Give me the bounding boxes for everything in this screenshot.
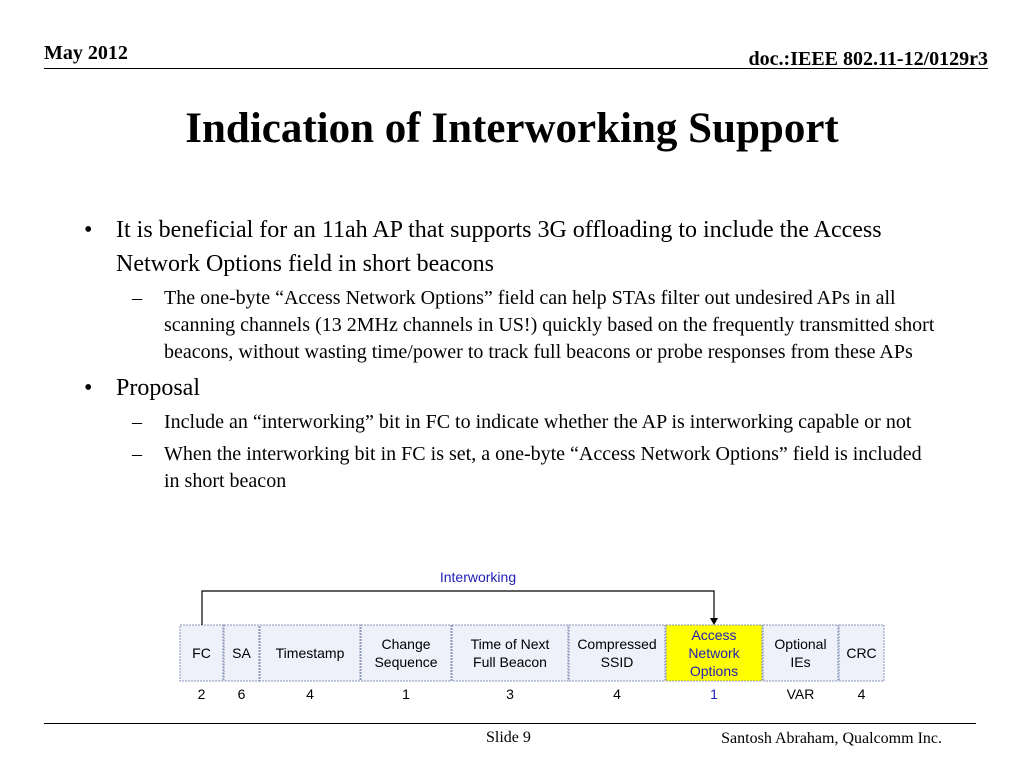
footer-rule — [44, 723, 976, 724]
frame-field-label: Optional — [774, 636, 827, 652]
frame-field-label: FC — [192, 645, 211, 661]
frame-field-box — [763, 625, 838, 681]
frame-field-label: Time of Next — [470, 636, 550, 652]
frame-field — [666, 625, 762, 681]
frame-field — [260, 625, 360, 681]
frame-field-box — [361, 625, 451, 681]
header-rule — [44, 68, 988, 69]
sub-bullet-2-1 — [76, 409, 936, 436]
frame-field-size: VAR — [786, 686, 815, 702]
frame-field-size: 4 — [857, 686, 866, 702]
sub-bullet-1-1 — [76, 285, 936, 366]
bullet-mark: • — [84, 217, 93, 243]
header-date: May 2012 — [44, 42, 128, 64]
frame-field-label: SA — [232, 645, 251, 661]
footer-author: Santosh Abraham, Qualcomm Inc. — [721, 730, 942, 747]
frame-field-label: Change — [381, 636, 431, 652]
slide-body — [76, 213, 936, 500]
interworking-arrow — [202, 591, 714, 625]
frame-field — [361, 625, 451, 681]
bullet-2 — [76, 371, 936, 405]
frame-field-label: Compressed — [577, 636, 657, 652]
frame-field-label: Full Beacon — [473, 654, 547, 670]
frame-field-size: 6 — [237, 686, 246, 702]
frame-field-label: Options — [689, 663, 739, 679]
frame-field-label: IEs — [790, 654, 811, 670]
frame-field — [763, 625, 838, 681]
frame-field-label: Network — [688, 645, 740, 661]
frame-field — [452, 625, 568, 681]
sub-bullet-2-1-text: Include an “interworking” bit in FC to indicate whether the AP is interworking capable or not — [164, 411, 912, 433]
frame-field-size: 1 — [402, 686, 410, 702]
frame-field-size: 4 — [613, 686, 621, 702]
frame-field-label: CRC — [846, 645, 877, 661]
slide-number: Slide 9 — [486, 729, 531, 746]
interworking-label: Interworking — [439, 569, 517, 585]
frame-field-size: 4 — [306, 686, 314, 702]
frame-field-size: 1 — [710, 686, 718, 702]
header-doc-id: doc.:IEEE 802.11-12/0129r3 — [748, 48, 988, 70]
frame-field-label: Timestamp — [275, 645, 345, 661]
frame-field — [180, 625, 223, 681]
frame-field-size: 3 — [506, 686, 514, 702]
frame-field — [569, 625, 665, 681]
frame-field-label: SSID — [600, 654, 634, 670]
frame-field-box — [569, 625, 665, 681]
frame-field — [839, 625, 884, 681]
sub-bullet-mark: – — [132, 411, 142, 433]
frame-field-label: Sequence — [374, 654, 438, 670]
sub-bullet-mark: – — [132, 443, 142, 465]
sub-bullet-1-1-text: The one-byte “Access Network Options” field can help STAs filter out undesired APs in all scanning channels (13 2MHz channels in US!) quickly based on the frequently transmitted short beacons, without wasting time/power to track full beacons or probe responses from these APs — [164, 287, 935, 363]
short-beacon-frame-diagram — [140, 568, 900, 708]
arrow-head-icon — [710, 618, 718, 625]
sub-bullet-mark: – — [132, 287, 142, 309]
slide-title: Indication of Interworking Support — [185, 105, 839, 152]
bullet-mark: • — [84, 375, 93, 401]
sub-bullet-2-2-text: When the interworking bit in FC is set, a one-byte “Access Network Options” field is included in short beacon — [164, 443, 922, 492]
frame-field-size: 2 — [197, 686, 206, 702]
frame-field-box — [452, 625, 568, 681]
sub-bullet-2-2 — [76, 441, 936, 495]
bullet-1 — [76, 213, 936, 281]
frame-field — [224, 625, 259, 681]
bullet-2-text: Proposal — [116, 375, 200, 401]
bullet-1-text: It is beneficial for an 11ah AP that supports 3G offloading to include the Access Network Options field in short beacons — [116, 217, 882, 277]
frame-field-label: Access — [691, 627, 737, 643]
